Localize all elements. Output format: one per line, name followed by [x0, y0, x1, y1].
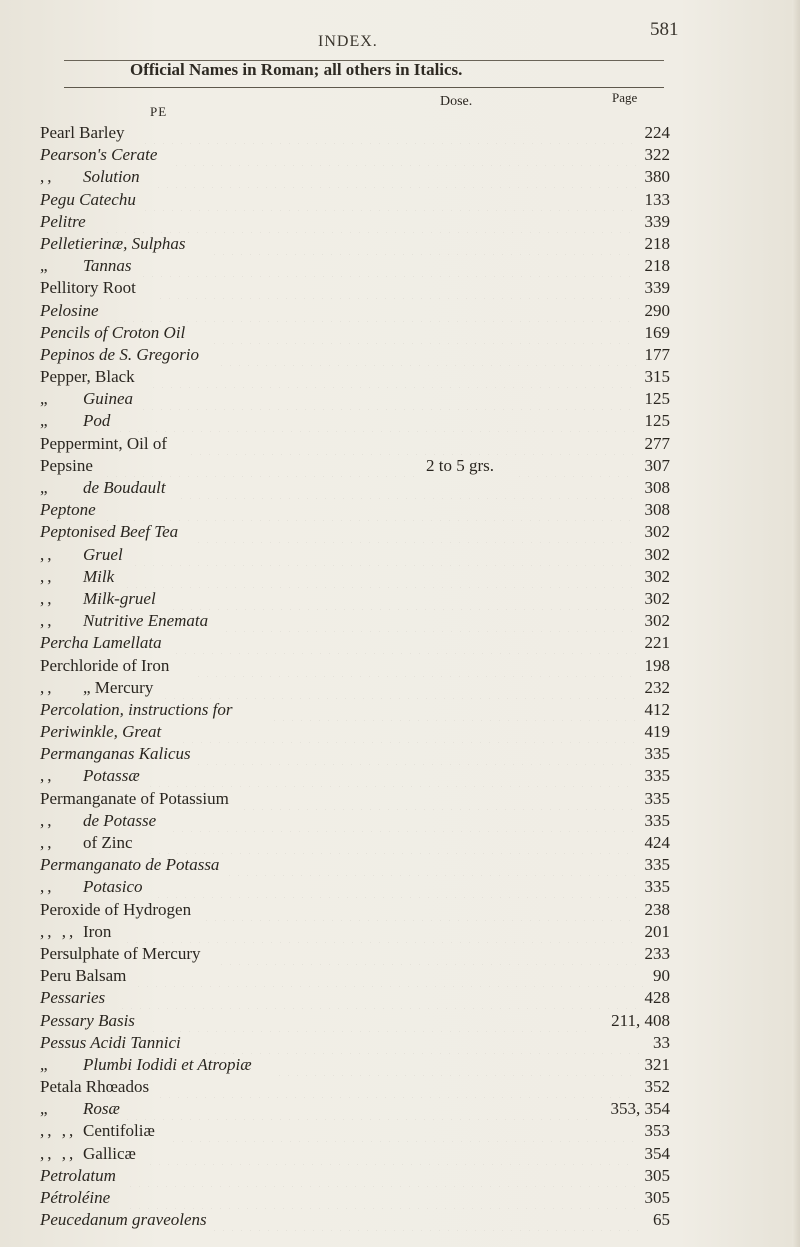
- entry-name: [40, 1098, 120, 1120]
- entry-text: Peroxide of Hydrogen: [40, 899, 192, 919]
- entry-name: [40, 189, 136, 211]
- entry-name: [40, 588, 156, 610]
- index-entry: [40, 1165, 670, 1187]
- index-entry: [40, 544, 670, 566]
- entry-text: Permanganate of Potassium: [40, 788, 229, 808]
- entry-name: [40, 1209, 207, 1231]
- entry-name: [40, 699, 233, 721]
- ditto-mark: ,,: [40, 566, 55, 586]
- entry-text: Potasico: [83, 877, 143, 897]
- entry-text: Gallicæ: [83, 1143, 136, 1163]
- entry-page: 322: [644, 145, 670, 165]
- entry-page: 419: [644, 722, 670, 742]
- index-entry: [40, 322, 670, 344]
- index-entry: [40, 788, 670, 810]
- column-head-dose: Dose.: [440, 94, 473, 109]
- entry-text: de Potasse: [83, 810, 157, 830]
- entry-name: [40, 810, 157, 832]
- index-entry: [40, 721, 670, 743]
- entry-page: 238: [644, 899, 670, 919]
- dot-leader: [123, 1098, 593, 1120]
- dot-leader: [217, 344, 636, 366]
- entry-name: [40, 122, 125, 144]
- entry-page: 335: [644, 766, 670, 786]
- entry-name: [40, 765, 140, 787]
- index-entry: [40, 499, 670, 521]
- entry-page: 201: [644, 921, 670, 941]
- ditto-mark: ,, ,,: [40, 1121, 77, 1141]
- dot-leader: [156, 277, 636, 299]
- entry-name: [40, 921, 112, 943]
- entry-name: [40, 1032, 181, 1054]
- entry-page: 428: [644, 988, 670, 1008]
- entry-name: [40, 655, 169, 677]
- entry-name: [40, 987, 105, 1009]
- entry-page: 339: [644, 278, 670, 298]
- column-head-page: Page: [612, 90, 638, 105]
- entry-page: 339: [644, 211, 670, 231]
- entry-page: 290: [644, 300, 670, 320]
- entry-text: Permanganas Kalicus: [40, 744, 191, 764]
- entry-name: [40, 477, 166, 499]
- ditto-mark: ,,: [40, 810, 55, 830]
- dot-leader: [225, 854, 636, 876]
- index-entry: [40, 1120, 670, 1142]
- dot-leader: [123, 921, 636, 943]
- index-entry: [40, 477, 670, 499]
- dot-leader: [131, 544, 636, 566]
- entry-text: Pearson's Cerate: [40, 145, 158, 165]
- entry-page: 198: [644, 655, 670, 675]
- entry-text: Peucedanum graveolens: [40, 1210, 207, 1230]
- entry-page: 315: [644, 367, 670, 387]
- ditto-mark: ,,: [40, 766, 55, 786]
- entry-text: Pelosine: [40, 300, 99, 320]
- ditto-mark: „: [40, 389, 51, 409]
- dot-leader: [222, 610, 636, 632]
- dot-leader: [169, 588, 636, 610]
- entry-text: Tannas: [83, 256, 132, 276]
- ditto-mark: ,,: [40, 544, 55, 564]
- entry-name: [40, 344, 199, 366]
- dot-leader: [139, 388, 637, 410]
- dot-leader: [141, 122, 636, 144]
- entry-page: 302: [644, 588, 670, 608]
- entry-page: 335: [644, 810, 670, 830]
- entry-name: [40, 610, 209, 632]
- entry-text: Pepsine: [40, 455, 93, 475]
- ditto-mark: ,,: [40, 833, 55, 852]
- entry-text: Solution: [83, 167, 140, 187]
- dot-leader: [210, 233, 637, 255]
- entry-page: 218: [644, 256, 670, 276]
- index-entry: [40, 1010, 670, 1032]
- dot-leader: [141, 189, 636, 211]
- entry-page: 125: [644, 411, 670, 431]
- entry-page: 335: [644, 855, 670, 875]
- entry-text: Iron: [83, 921, 112, 941]
- entry-page: 133: [644, 189, 670, 209]
- entry-text: Persulphate of Mercury: [40, 943, 201, 963]
- index-entry: [40, 344, 670, 366]
- dot-leader: [194, 655, 636, 677]
- entry-page: 302: [644, 522, 670, 542]
- entry-text: Peru Balsam: [40, 966, 127, 986]
- entry-name: [40, 211, 86, 233]
- ditto-mark: „: [40, 411, 51, 431]
- ditto-mark: ,, ,,: [40, 1143, 77, 1163]
- dot-leader: [187, 433, 636, 455]
- entry-page: 308: [644, 500, 670, 520]
- entry-name: [40, 499, 96, 521]
- running-title: INDEX.: [318, 33, 378, 50]
- entry-page: 353: [644, 1121, 670, 1141]
- index-entry: [40, 1187, 670, 1209]
- index-entry: [40, 211, 670, 233]
- entry-name: [40, 388, 134, 410]
- dot-leader: [126, 1187, 636, 1209]
- entry-text: Percha Lamellata: [40, 633, 162, 653]
- entry-page: 221: [644, 633, 670, 653]
- index-entry: [40, 655, 670, 677]
- entry-text: Gruel: [83, 544, 123, 564]
- entry-page: 302: [644, 544, 670, 564]
- entry-name: [40, 300, 99, 322]
- dot-leader: [270, 699, 636, 721]
- entry-name: [40, 255, 132, 277]
- index-entry: [40, 455, 670, 477]
- entry-page: 233: [644, 943, 670, 963]
- ditto-mark: ,,: [40, 677, 55, 697]
- index-entry: [40, 810, 670, 832]
- entry-text: Pellitory Root: [40, 278, 136, 298]
- dot-leader: [161, 677, 636, 699]
- index-entry: [40, 388, 670, 410]
- entry-page: 352: [644, 1077, 670, 1097]
- entry-text: Milk: [83, 566, 115, 586]
- entry-name: [40, 322, 185, 344]
- dot-leader: [149, 1010, 593, 1032]
- entry-text: Pearl Barley: [40, 123, 125, 142]
- index-entry: [40, 854, 670, 876]
- entry-page: 305: [644, 1165, 670, 1185]
- dot-leader: [515, 455, 636, 477]
- index-entry: [40, 122, 670, 144]
- index-entry: [40, 366, 670, 388]
- index-entry: [40, 566, 670, 588]
- entry-page: 380: [644, 167, 670, 187]
- index-entry: [40, 144, 670, 166]
- entry-name: [40, 1054, 252, 1076]
- index-entry: [40, 410, 670, 432]
- ditto-mark: ,,: [40, 588, 55, 608]
- entry-name: [40, 876, 143, 898]
- entry-name: [40, 965, 126, 987]
- entry-text: Pessaries: [40, 988, 106, 1008]
- dot-leader: [172, 632, 637, 654]
- subtitle-rule: [64, 87, 664, 88]
- entry-text: Pencils of Croton Oil: [40, 322, 186, 342]
- index-entry: [40, 832, 670, 854]
- entry-page: 177: [644, 344, 670, 364]
- dot-leader: [202, 1032, 645, 1054]
- index-entry: [40, 277, 670, 299]
- page-number: 581: [650, 19, 679, 40]
- dot-leader: [126, 1165, 636, 1187]
- entry-text: Rosæ: [83, 1099, 120, 1119]
- entry-text: Pelletierinæ, Sulphas: [40, 233, 186, 253]
- index-entry: [40, 1032, 670, 1054]
- dot-leader: [194, 521, 636, 543]
- index-entry: [40, 632, 670, 654]
- dot-leader: [172, 144, 637, 166]
- ditto-mark: ,,: [40, 167, 55, 187]
- entry-name: [40, 854, 219, 876]
- entry-name: [40, 433, 167, 455]
- entry-name: [40, 943, 201, 965]
- entry-name: [40, 1010, 135, 1032]
- entry-page: 169: [644, 322, 670, 342]
- index-entry: [40, 1209, 670, 1231]
- index-entry: [40, 610, 670, 632]
- dot-leader: [177, 477, 637, 499]
- entry-page: 33: [653, 1032, 670, 1052]
- entry-name: [40, 144, 157, 166]
- ditto-mark: ,,: [40, 611, 55, 631]
- index-entry: [40, 255, 670, 277]
- entry-page: 232: [644, 677, 670, 697]
- column-head-letters: PE: [150, 104, 168, 119]
- dot-leader: [210, 322, 637, 344]
- ditto-mark: „: [40, 478, 51, 497]
- index-entry: [40, 743, 670, 765]
- entry-text: de Boudault: [83, 478, 166, 497]
- entry-name: [40, 521, 178, 543]
- entry-name: [40, 743, 191, 765]
- entry-page: 302: [644, 611, 670, 631]
- entry-text: Pessary Basis: [40, 1010, 135, 1030]
- entry-text: Pegu Catechu: [40, 189, 136, 209]
- entry-text: Plumbi Iodidi et Atropiæ: [83, 1054, 252, 1074]
- index-entry: [40, 987, 670, 1009]
- entry-page: 65: [653, 1210, 670, 1230]
- entry-name: [40, 1143, 136, 1165]
- entry-page: 90: [653, 966, 670, 986]
- index-entry: [40, 1143, 670, 1165]
- entry-name: [40, 166, 140, 188]
- ditto-mark: ,,: [40, 877, 55, 897]
- entry-text: Pétroléine: [40, 1188, 111, 1207]
- entry-text: Pepper, Black: [40, 367, 135, 387]
- dot-leader: [116, 410, 636, 432]
- dot-leader: [169, 1120, 636, 1142]
- entry-text: Milk-gruel: [83, 588, 156, 608]
- index-entry: [40, 1054, 670, 1076]
- entry-name: [40, 233, 185, 255]
- entry-name: [40, 1165, 116, 1187]
- dot-leader: [275, 1054, 636, 1076]
- index-entry: [40, 965, 670, 987]
- dot-leader: [179, 721, 636, 743]
- entry-text: Permanganato de Potassa: [40, 855, 220, 875]
- entry-page: 335: [644, 877, 670, 897]
- ditto-mark: „: [40, 256, 51, 276]
- dot-leader: [139, 255, 637, 277]
- index-entry: [40, 1098, 670, 1120]
- dot-leader: [154, 166, 636, 188]
- index-entry: [40, 588, 670, 610]
- entry-text: Nutritive Enemata: [83, 611, 209, 631]
- entry-page: 412: [644, 699, 670, 719]
- ditto-mark: „: [40, 1054, 51, 1074]
- dot-leader: [240, 788, 636, 810]
- entry-page: 305: [644, 1188, 670, 1207]
- dot-leader: [210, 1209, 645, 1231]
- entry-text: Centifoliæ: [83, 1121, 155, 1141]
- entry-text: Pessus Acidi Tannici: [40, 1032, 181, 1052]
- entry-page: 335: [644, 788, 670, 808]
- dot-leader: [111, 300, 636, 322]
- entry-name: [40, 632, 162, 654]
- entry-page: 424: [644, 833, 670, 852]
- ditto-mark: ,, ,,: [40, 921, 77, 941]
- entry-dose: 2 to 5 grs.: [426, 455, 494, 475]
- dot-leader: [194, 743, 636, 765]
- entry-text: Pod: [83, 411, 111, 431]
- dot-leader: [134, 965, 645, 987]
- entry-name: [40, 566, 115, 588]
- entry-name: [40, 455, 93, 477]
- entry-text: Pepinos de S. Gregorio: [40, 344, 199, 364]
- entry-page: 335: [644, 744, 670, 764]
- index-entry: [40, 876, 670, 898]
- entry-page: 224: [644, 123, 670, 142]
- entry-text: Periwinkle, Great: [40, 722, 162, 742]
- dot-leader: [103, 455, 420, 477]
- entry-page: 125: [644, 389, 670, 409]
- dot-leader: [103, 499, 636, 521]
- entry-name: [40, 1076, 149, 1098]
- entry-name: [40, 721, 161, 743]
- index-entry: [40, 765, 670, 787]
- entry-page: 321: [644, 1054, 670, 1074]
- ditto-mark: „: [40, 1099, 51, 1119]
- entry-text: Percolation, instructions for: [40, 699, 233, 719]
- index-entry: [40, 433, 670, 455]
- entry-name: [40, 544, 123, 566]
- entry-name: [40, 899, 191, 921]
- index-entry: [40, 1076, 670, 1098]
- dot-leader: [154, 876, 636, 898]
- entry-text: Perchloride of Iron: [40, 655, 170, 675]
- index-entry: [40, 899, 670, 921]
- entry-text: Petrolatum: [40, 1165, 116, 1185]
- dot-leader: [156, 1076, 636, 1098]
- index-entry: [40, 189, 670, 211]
- entry-name: [40, 788, 229, 810]
- entry-page: 218: [644, 233, 670, 253]
- entry-name: [40, 277, 136, 299]
- entry-name: [40, 677, 154, 699]
- index-subtitle: Official Names in Roman; all others in Italics.: [130, 60, 463, 79]
- entry-page: 353, 354: [610, 1099, 670, 1119]
- entry-name: [40, 832, 133, 854]
- entry-text: Pelitre: [40, 211, 86, 231]
- dot-leader: [169, 810, 636, 832]
- dot-leader: [123, 566, 636, 588]
- index-entry: [40, 699, 670, 721]
- entry-text: Peppermint, Oil of: [40, 433, 168, 453]
- dot-leader: [202, 899, 636, 921]
- dot-leader: [146, 765, 636, 787]
- entry-page: 277: [644, 433, 670, 453]
- index-entry: [40, 521, 670, 543]
- entry-name: [40, 1120, 155, 1142]
- entry-text: Potassæ: [83, 766, 140, 786]
- index-entry: [40, 233, 670, 255]
- dot-leader: [217, 943, 636, 965]
- dot-leader: [146, 1143, 636, 1165]
- entry-page: 307: [644, 455, 670, 475]
- dot-leader: [149, 366, 636, 388]
- entry-text: „ Mercury: [83, 677, 154, 697]
- index-entry: [40, 300, 670, 322]
- entry-page: 302: [644, 566, 670, 586]
- page-edge: [792, 0, 800, 1247]
- entry-name: [40, 410, 111, 432]
- dot-leader: [103, 211, 636, 233]
- entry-page: 354: [644, 1143, 670, 1163]
- entry-text: Peptone: [40, 500, 96, 520]
- entry-text: Guinea: [83, 389, 134, 409]
- index-entry: [40, 943, 670, 965]
- entry-page: 211, 408: [611, 1010, 670, 1030]
- dot-leader: [146, 832, 636, 854]
- entry-page: 308: [644, 478, 670, 497]
- entry-name: [40, 1187, 110, 1209]
- entry-text: Petala Rhœados: [40, 1077, 150, 1097]
- index-entries: [40, 122, 670, 1231]
- index-entry: [40, 166, 670, 188]
- dot-leader: [118, 987, 636, 1009]
- index-entry: [40, 921, 670, 943]
- index-entry: [40, 677, 670, 699]
- entry-text: of Zinc: [83, 833, 133, 852]
- entry-text: Peptonised Beef Tea: [40, 522, 179, 542]
- entry-name: [40, 366, 135, 388]
